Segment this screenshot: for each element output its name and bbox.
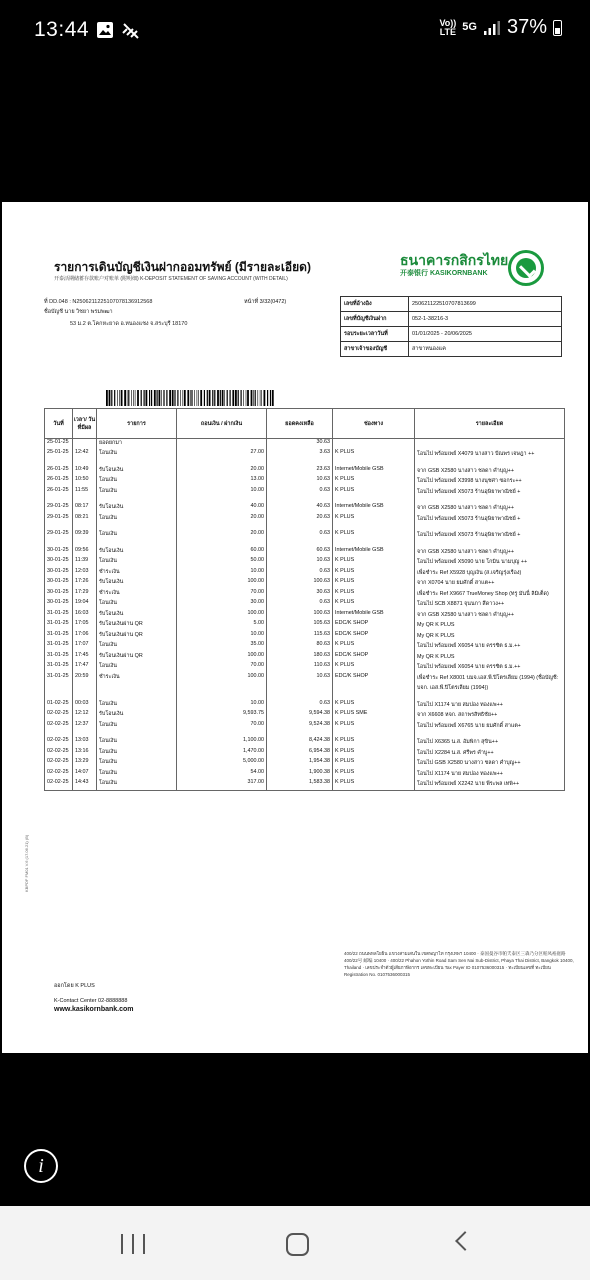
row-channel: K PLUS xyxy=(333,514,415,525)
row-date: 31-01-25 xyxy=(45,610,73,621)
table-row xyxy=(45,439,565,450)
row-amount: 54.00 xyxy=(177,769,267,780)
table-row xyxy=(45,599,565,610)
info-label: รอบระยะเวลาวันที่ xyxy=(341,327,409,342)
row-amount: 5.00 xyxy=(177,620,267,631)
row-time: 16:03 xyxy=(73,610,97,621)
row-detail: My QR K PLUS xyxy=(415,631,565,642)
row-time: 12:37 xyxy=(73,721,97,732)
row-time: 17:26 xyxy=(73,578,97,589)
row-item: รับโอนเงิน xyxy=(97,503,177,514)
row-amount: 13.00 xyxy=(177,476,267,487)
row-channel: Internet/Mobile GSB xyxy=(333,503,415,514)
row-channel: K PLUS xyxy=(333,449,415,460)
row-detail: เพื่อชำระ Ref X9667 TrueMoney Shop (ทรู มันนี่ ลิมิเต็ด) xyxy=(415,589,565,600)
row-channel: K PLUS xyxy=(333,530,415,541)
row-channel: K PLUS SME xyxy=(333,710,415,721)
row-detail: โอนไป SCB X8871 จุนนกา สีดาวง++ xyxy=(415,599,565,610)
row-item: รับโอนเงินผ่าน QR xyxy=(97,631,177,642)
statement-subtitle: 开泰活期储蓄存款账户对账单 (附明细) K-DEPOSIT STATEMENT OF SAVING ACCOUNT (WITH DETAIL) xyxy=(54,276,288,282)
bank-name-thai: ธนาคารกสิกรไทย xyxy=(400,252,509,268)
row-date: 02-02-25 xyxy=(45,737,73,748)
row-amount: 60.00 xyxy=(177,547,267,558)
row-time: 17:45 xyxy=(73,652,97,663)
row-item: โอนเงิน xyxy=(97,662,177,673)
account-address: 53 ม.2 ต.โคกหะยาด อ.หนองแชง จ.สระบุรี 18170 xyxy=(70,321,188,327)
row-date: 31-01-25 xyxy=(45,673,73,694)
table-row xyxy=(45,610,565,621)
row-detail: จาก GSB X2580 นางสาว ชลดา คำบุญ++ xyxy=(415,610,565,621)
row-channel: K PLUS xyxy=(333,599,415,610)
table-row xyxy=(45,779,565,790)
table-row xyxy=(45,631,565,642)
row-item: รับโอนเงิน xyxy=(97,610,177,621)
row-balance: 10.63 xyxy=(267,673,333,694)
row-channel: K PLUS xyxy=(333,779,415,790)
table-row xyxy=(45,578,565,589)
info-row xyxy=(341,342,562,357)
row-date: 31-01-25 xyxy=(45,620,73,631)
table-row xyxy=(45,557,565,568)
row-channel: K PLUS xyxy=(333,578,415,589)
row-item: ยอดยกมา xyxy=(97,439,177,450)
status-right xyxy=(439,16,562,39)
header-detail: รายละเอียด xyxy=(415,409,565,439)
row-detail xyxy=(415,439,565,450)
row-channel: K PLUS xyxy=(333,758,415,769)
statement-title: รายการเดินบัญชีเงินฝากออมทรัพย์ (มีรายละเอียด) xyxy=(54,260,311,274)
row-time: 13:03 xyxy=(73,737,97,748)
row-date: 26-01-25 xyxy=(45,466,73,477)
row-date: 26-01-25 xyxy=(45,476,73,487)
row-amount: 20.00 xyxy=(177,514,267,525)
row-time: 12:03 xyxy=(73,568,97,579)
row-date: 30-01-25 xyxy=(45,578,73,589)
row-item: โอนเงิน xyxy=(97,599,177,610)
row-channel: K PLUS xyxy=(333,737,415,748)
row-amount: 70.00 xyxy=(177,662,267,673)
statement-document xyxy=(2,202,588,1053)
row-date: 26-01-25 xyxy=(45,487,73,498)
row-balance: 1,954.38 xyxy=(267,758,333,769)
row-amount: 10.00 xyxy=(177,631,267,642)
info-label: เลขที่บัญชีเงินฝาก xyxy=(341,312,409,327)
footer-bank-address: 400/22 ถนนพหลโยธิน แขวงสามเสนใน เขตพญาไท กรุงเทพฯ 10400 · 泰国曼谷市帕夭泰区三森乃分区帕凤裕庭路400/22号 邮编 10400 · 400/22 Phahon Yothin Road Sam Sen Nai Sub-District, Phaya Thai District, Bangkok 10400, Thailand · เลขประจำตัวผู้เสียภาษีอากร เลขทะเบียน Tax Payer ID 0107536000315 · ทะเบียนเลขที่ ทะเบียน Registration No. 0107536000315 xyxy=(344,951,574,977)
table-row xyxy=(45,662,565,673)
row-time: 08:17 xyxy=(73,503,97,514)
row-detail: จาก GSB X2580 นางสาว ชลดา คำบุญ++ xyxy=(415,547,565,558)
row-item: โอนเงิน xyxy=(97,700,177,711)
row-time: 17:05 xyxy=(73,620,97,631)
row-detail: โอนไป พร้อมเพย์ X4079 นางสาว ปัณพร เจษฎา ++ xyxy=(415,449,565,460)
row-date: 02-02-25 xyxy=(45,748,73,759)
row-date: 31-01-25 xyxy=(45,652,73,663)
row-amount: 10.00 xyxy=(177,700,267,711)
row-channel: K PLUS xyxy=(333,589,415,600)
row-date: 29-01-25 xyxy=(45,503,73,514)
form-side-code: KBPDF FM01 V.6 (17.06.21) (B) xyxy=(24,834,29,892)
row-amount: 1,470.00 xyxy=(177,748,267,759)
row-balance: 30.63 xyxy=(267,589,333,600)
row-date: 31-01-25 xyxy=(45,662,73,673)
row-item: โอนเงิน xyxy=(97,779,177,790)
table-row xyxy=(45,721,565,732)
row-detail: โอนไป พร้อมเพย์ X5073 ร้านอุษิยาพาณิชย์ + xyxy=(415,514,565,525)
row-balance: 9,524.38 xyxy=(267,721,333,732)
row-channel: Internet/Mobile GSB xyxy=(333,610,415,621)
row-detail: จาก X6608 หจก. สถาพรสิทธิชัย++ xyxy=(415,710,565,721)
row-item: โอนเงิน xyxy=(97,476,177,487)
table-header xyxy=(45,409,565,439)
info-value: สาขาหนองแค xyxy=(409,342,562,357)
row-detail: โอนไป พร้อมเพย์ X6765 นาย ยมศักดิ์ สาแต+ xyxy=(415,721,565,732)
row-time: 09:56 xyxy=(73,547,97,558)
row-detail: โอนไป GSB X2580 นางสาว ชลดา คำบุญ++ xyxy=(415,758,565,769)
row-date: 02-02-25 xyxy=(45,769,73,780)
row-time: 09:39 xyxy=(73,530,97,541)
network-type: 5G xyxy=(462,21,477,33)
row-balance: 0.63 xyxy=(267,700,333,711)
row-item: โอนเงิน xyxy=(97,758,177,769)
row-amount: 40.00 xyxy=(177,503,267,514)
row-item: โอนเงิน xyxy=(97,557,177,568)
row-item: โอนเงิน xyxy=(97,769,177,780)
row-date: 30-01-25 xyxy=(45,547,73,558)
info-value: 01/01/2025 - 20/06/2025 xyxy=(409,327,562,342)
row-amount: 5,000.00 xyxy=(177,758,267,769)
row-balance: 10.63 xyxy=(267,557,333,568)
row-item: รับโอนเงิน xyxy=(97,547,177,558)
row-detail: จาก GSB X2580 นางสาว ชลดา คำบุญ++ xyxy=(415,503,565,514)
row-date: 25-01-25 xyxy=(45,449,73,460)
footer-website: www.kasikornbank.com xyxy=(54,1006,134,1013)
info-label: เลขที่อ้างอิง xyxy=(341,297,409,312)
row-item: โอนเงิน xyxy=(97,449,177,460)
header-channel: ช่องทาง xyxy=(333,409,415,439)
info-value: 052-1-38216-3 xyxy=(409,312,562,327)
row-item: โอนเงิน xyxy=(97,641,177,652)
table-row xyxy=(45,737,565,748)
table-row xyxy=(45,748,565,759)
row-amount: 27.00 xyxy=(177,449,267,460)
row-date: 31-01-25 xyxy=(45,631,73,642)
row-channel: EDC/K SHOP xyxy=(333,673,415,694)
row-balance: 1,583.38 xyxy=(267,779,333,790)
row-item: รับโอนเงินผ่าน QR xyxy=(97,620,177,631)
row-amount: 20.00 xyxy=(177,530,267,541)
status-time: 13:44 xyxy=(34,18,90,41)
row-amount: 30.00 xyxy=(177,599,267,610)
row-balance: 180.63 xyxy=(267,652,333,663)
row-item: โอนเงิน xyxy=(97,721,177,732)
row-detail: โอนไป X6365 น.ส. อัมพิกา สุขิน++ xyxy=(415,737,565,748)
footer-issued-by: ออกโดย K PLUS xyxy=(54,983,95,989)
table-row xyxy=(45,758,565,769)
row-amount: 100.00 xyxy=(177,673,267,694)
row-time xyxy=(73,439,97,450)
reference-line: ที่ DD.048 : N2506211225107078136912568 xyxy=(44,299,153,305)
row-channel: Internet/Mobile GSB xyxy=(333,547,415,558)
table-row xyxy=(45,476,565,487)
row-detail: เพื่อชำระ Ref X8001 บมจ.เอส.พี.ปิโตรเลียม (1994) (ชื่อบัญชี: บจก. เอส.พี.ปิโตรเลียม (1994)) xyxy=(415,673,565,694)
account-name: ชื่อบัญชี นาย วิชยา พรมพฒา xyxy=(44,309,113,315)
table-row xyxy=(45,547,565,558)
row-amount: 70.00 xyxy=(177,721,267,732)
info-row xyxy=(341,312,562,327)
row-time: 12:42 xyxy=(73,449,97,460)
account-info-box xyxy=(340,296,562,357)
row-date: 30-01-25 xyxy=(45,557,73,568)
table-row xyxy=(45,514,565,525)
row-date: 30-01-25 xyxy=(45,599,73,610)
row-time: 10:49 xyxy=(73,466,97,477)
row-time: 17:07 xyxy=(73,641,97,652)
row-time: 20:59 xyxy=(73,673,97,694)
row-channel xyxy=(333,439,415,450)
row-channel: K PLUS xyxy=(333,487,415,498)
row-balance: 8,424.38 xyxy=(267,737,333,748)
row-amount: 1,100.00 xyxy=(177,737,267,748)
row-amount: 317.00 xyxy=(177,779,267,790)
row-item: ชำระเงิน xyxy=(97,589,177,600)
row-amount: 20.00 xyxy=(177,466,267,477)
row-channel: Internet/Mobile GSB xyxy=(333,466,415,477)
table-row xyxy=(45,449,565,460)
row-channel: K PLUS xyxy=(333,700,415,711)
row-detail: โอนไป X2284 น.ส. ศรีพร คำบู++ xyxy=(415,748,565,759)
row-channel: K PLUS xyxy=(333,568,415,579)
row-item: โอนเงิน xyxy=(97,530,177,541)
row-date: 25-01-25 xyxy=(45,439,73,450)
row-balance: 100.63 xyxy=(267,610,333,621)
row-balance: 3.63 xyxy=(267,449,333,460)
home-button[interactable] xyxy=(286,1233,309,1256)
row-detail: โอนไป พร้อมเพย์ X3998 นางนุชศา ซอกระ++ xyxy=(415,476,565,487)
row-item: โอนเงิน xyxy=(97,514,177,525)
row-channel: K PLUS xyxy=(333,641,415,652)
row-time: 17:47 xyxy=(73,662,97,673)
row-time: 17:29 xyxy=(73,589,97,600)
row-item: ชำระเงิน xyxy=(97,673,177,694)
row-detail: จาก GSB X2580 นางสาว ชลดา คำบุญ++ xyxy=(415,466,565,477)
row-detail: My QR K PLUS xyxy=(415,652,565,663)
row-detail: โอนไป พร้อมเพย์ X5073 ร้านอุษิยาพาณิชย์ + xyxy=(415,487,565,498)
row-balance: 115.63 xyxy=(267,631,333,642)
row-channel: K PLUS xyxy=(333,748,415,759)
row-item: โอนเงิน xyxy=(97,487,177,498)
row-channel: K PLUS xyxy=(333,662,415,673)
row-balance: 9,594.38 xyxy=(267,710,333,721)
table-row xyxy=(45,641,565,652)
row-detail: โอนไป X1174 นาย สมปอง ทองแพ++ xyxy=(415,700,565,711)
row-channel: K PLUS xyxy=(333,721,415,732)
row-balance: 20.63 xyxy=(267,514,333,525)
table-row xyxy=(45,769,565,780)
row-amount: 100.00 xyxy=(177,610,267,621)
table-row xyxy=(45,503,565,514)
info-label: สาขาเจ้าของบัญชี xyxy=(341,342,409,357)
table-row xyxy=(45,589,565,600)
row-balance: 6,954.38 xyxy=(267,748,333,759)
row-balance: 30.63 xyxy=(267,439,333,450)
row-time: 10:50 xyxy=(73,476,97,487)
row-balance: 0.63 xyxy=(267,487,333,498)
row-amount: 9,593.75 xyxy=(177,710,267,721)
row-balance: 105.63 xyxy=(267,620,333,631)
barcode-icon xyxy=(106,390,274,406)
row-detail: โอนไป พร้อมเพย์ X6054 นาย ครรชิต ธ.ม.++ xyxy=(415,641,565,652)
info-row xyxy=(341,327,562,342)
row-time: 13:29 xyxy=(73,758,97,769)
row-balance: 100.63 xyxy=(267,578,333,589)
row-item: รับโอนเงิน xyxy=(97,710,177,721)
row-balance: 80.63 xyxy=(267,641,333,652)
row-item: รับโอนเงิน xyxy=(97,466,177,477)
row-detail: โอนไป พร้อมเพย์ X2242 นาย พีระพล เทพิ++ xyxy=(415,779,565,790)
table-row xyxy=(45,673,565,694)
row-balance: 40.63 xyxy=(267,503,333,514)
table-row xyxy=(45,568,565,579)
row-date: 30-01-25 xyxy=(45,589,73,600)
row-date: 02-02-25 xyxy=(45,779,73,790)
row-item: โอนเงิน xyxy=(97,748,177,759)
row-detail: โอนไป พร้อมเพย์ X6054 นาย ครรชิต ธ.ม.++ xyxy=(415,662,565,673)
row-item: รับโอนเงิน xyxy=(97,578,177,589)
info-icon[interactable]: i xyxy=(24,1149,58,1183)
table-row xyxy=(45,710,565,721)
table-row xyxy=(45,700,565,711)
row-detail: โอนไป พร้อมเพย์ X5090 นาย โกมิน นามบุญ ++ xyxy=(415,557,565,568)
row-time: 00:03 xyxy=(73,700,97,711)
row-amount: 10.00 xyxy=(177,487,267,498)
row-amount: 10.00 xyxy=(177,568,267,579)
row-balance: 0.63 xyxy=(267,568,333,579)
row-channel: EDC/K SHOP xyxy=(333,652,415,663)
row-date: 01-02-25 xyxy=(45,700,73,711)
row-balance: 0.63 xyxy=(267,530,333,541)
row-item: โอนเงิน xyxy=(97,737,177,748)
row-item: รับโอนเงินผ่าน QR xyxy=(97,652,177,663)
row-time: 08:21 xyxy=(73,514,97,525)
row-date: 02-02-25 xyxy=(45,758,73,769)
row-amount: 35.00 xyxy=(177,641,267,652)
header-time: เวลา/ วันที่มีผล xyxy=(73,409,97,439)
recent-apps-button[interactable] xyxy=(121,1234,145,1254)
row-channel: EDC/K SHOP xyxy=(333,631,415,642)
row-time: 11:39 xyxy=(73,557,97,568)
row-channel: K PLUS xyxy=(333,476,415,487)
kasikornbank-logo-icon xyxy=(508,250,544,286)
gallery-icon xyxy=(96,21,114,39)
row-time: 19:04 xyxy=(73,599,97,610)
table-row xyxy=(45,466,565,477)
page-number: หน้าที่ 3/32(0472) xyxy=(244,299,287,305)
row-date: 30-01-25 xyxy=(45,568,73,579)
row-date: 29-01-25 xyxy=(45,530,73,541)
status-bar xyxy=(0,0,590,62)
header-balance: ยอดคงเหลือ xyxy=(267,409,333,439)
row-channel: K PLUS xyxy=(333,769,415,780)
row-amount: 50.00 xyxy=(177,557,267,568)
row-detail: My QR K PLUS xyxy=(415,620,565,631)
row-item: ชำระเงิน xyxy=(97,568,177,579)
row-balance: 110.63 xyxy=(267,662,333,673)
info-row xyxy=(341,297,562,312)
row-balance: 60.63 xyxy=(267,547,333,558)
row-amount: 70.00 xyxy=(177,589,267,600)
header-item: รายการ xyxy=(97,409,177,439)
header-date: วันที่ xyxy=(45,409,73,439)
row-detail: โอนไป พร้อมเพย์ X5073 ร้านอุษิยาพาณิชย์ + xyxy=(415,530,565,541)
row-amount: 100.00 xyxy=(177,578,267,589)
row-balance: 1,900.38 xyxy=(267,769,333,780)
row-detail: โอนไป X1174 นาย สมปอง ทองแพ++ xyxy=(415,769,565,780)
battery-icon xyxy=(553,20,562,36)
row-time: 17:06 xyxy=(73,631,97,642)
table-row xyxy=(45,620,565,631)
signal-off-icon xyxy=(121,21,141,39)
row-detail: จาก X0704 นาย ยมศักดิ์ สาแต++ xyxy=(415,578,565,589)
volte-indicator: Vo)) LTE xyxy=(439,17,457,37)
row-time: 14:43 xyxy=(73,779,97,790)
row-date: 02-02-25 xyxy=(45,721,73,732)
row-amount xyxy=(177,439,267,450)
row-channel: EDC/K SHOP xyxy=(333,620,415,631)
row-time: 11:55 xyxy=(73,487,97,498)
row-time: 13:16 xyxy=(73,748,97,759)
row-date: 02-02-25 xyxy=(45,710,73,721)
row-amount: 100.00 xyxy=(177,652,267,663)
table-row xyxy=(45,530,565,541)
navigation-bar xyxy=(0,1206,590,1280)
row-balance: 10.63 xyxy=(267,476,333,487)
table-row xyxy=(45,487,565,498)
transactions-table xyxy=(44,408,565,791)
row-time: 12:12 xyxy=(73,710,97,721)
battery-level: 37% xyxy=(506,16,547,38)
bank-name-english: 开泰银行 KASIKORNBANK xyxy=(400,270,488,277)
signal-icon xyxy=(483,20,501,36)
back-button[interactable] xyxy=(455,1231,475,1251)
row-balance: 0.63 xyxy=(267,599,333,610)
row-date: 31-01-25 xyxy=(45,641,73,652)
row-channel: K PLUS xyxy=(333,557,415,568)
header-amount: ถอนเงิน / ฝากเงิน xyxy=(177,409,267,439)
info-value: 250621122510707813699 xyxy=(409,297,562,312)
row-date: 29-01-25 xyxy=(45,514,73,525)
row-balance: 23.63 xyxy=(267,466,333,477)
row-detail: เพื่อชำระ Ref X5928 บุญเงิน (ส.เจริญรุ่งเรือง) xyxy=(415,568,565,579)
footer-contact-center: K-Contact Center 02-8888888 xyxy=(54,998,128,1004)
row-time: 14:07 xyxy=(73,769,97,780)
table-row xyxy=(45,652,565,663)
